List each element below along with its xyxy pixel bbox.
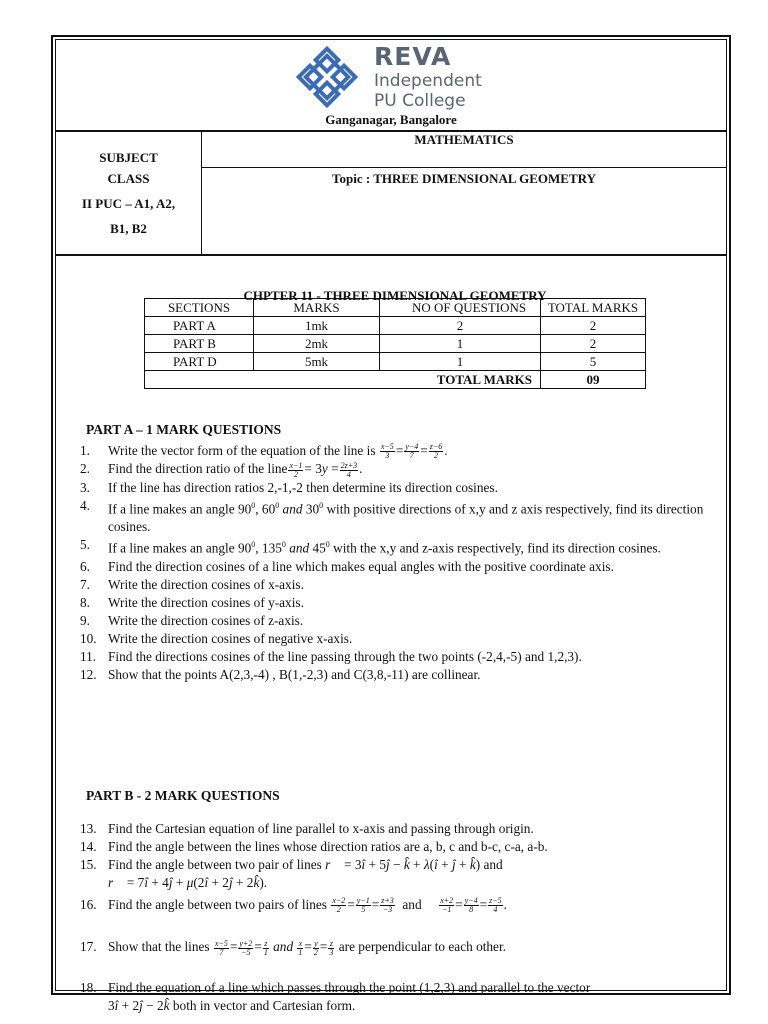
table-cell: 2mk	[254, 335, 380, 353]
table-row	[145, 353, 646, 371]
part-b-heading: PART B - 2 MARK QUESTIONS	[86, 788, 280, 803]
list-item: 8. Write the direction cosines of y-axis.	[80, 594, 304, 610]
list-item: 9. Write the direction cosines of z-axis.	[80, 612, 304, 628]
table-cell: 1	[380, 335, 541, 353]
list-item: 10. Write the direction cosines of negative x-axis.	[80, 630, 353, 646]
subject-value: MATHEMATICS	[414, 132, 514, 147]
question-text: Show that the lines	[108, 939, 210, 955]
marks-table	[144, 298, 646, 389]
table-header-cell: MARKS	[254, 299, 380, 317]
list-item: 17. Show that the lines $\frac{x-5}{7}$ = $\frac{y+2}{-5}$ = $\frac{z}{1}$ and $\frac{x}{1}$ = $\frac{y}{2}$ = $\frac{z}{3}$ are perpendicular to each other.	[80, 938, 506, 957]
list-item: 18. Find the equation of a line which passes through the point (1,2,3) and parallel to the vector 3î + 2ĵ − 2k̂ both in vector and Cartesian form.	[80, 979, 591, 1013]
part-a-heading: PART A – 1 MARK QUESTIONS	[86, 422, 282, 437]
list-item: 2. Find the direction ratio of the line $\frac{x-1}{2}$ = 3y = $\frac{2z+3}{4}$ .	[80, 460, 363, 479]
page-inner-frame	[55, 39, 727, 1013]
table-row	[145, 317, 646, 335]
list-item: 4. If a line makes an angle $90^0$, $60^0$ and $30^0$ with positive directions of x,y and z axis respectively, find its direction cosines.	[80, 497, 704, 535]
table-row	[145, 335, 646, 353]
question-text: If a line makes an angle	[108, 540, 235, 556]
grid-divider-vertical	[201, 130, 202, 254]
list-item: 6. Find the direction cosines of a line which makes equal angles with the positive coordinate axis.	[80, 558, 614, 574]
question-text: Write the vector form of the equation of the line is	[108, 443, 376, 458]
question-text: Write the direction cosines of x-axis.	[108, 576, 304, 592]
list-item: 14. Find the angle between the lines whose direction ratios are a, b, c and b-c, c-a, a-b.	[80, 839, 548, 854]
part-a-questions	[80, 442, 720, 684]
part-b-questions	[80, 820, 720, 1015]
list-item: 16. Find the angle between two pairs of lines $\frac{x-2}{2}$ = $\frac{y-1}{5}$ = $\frac{z+3}{-3}$ and $\frac{x+2}{-1}$ = $\frac{y-4}{8}$ = $\frac{z-5}{4}$ .	[80, 896, 507, 915]
question-text: If a line makes an angle	[108, 501, 235, 517]
question-text: Show that the points A(2,3,-4) , B(1,-2,3) and C(3,8,-11) are collinear.	[108, 666, 481, 682]
college-line-2: Independent	[374, 71, 482, 91]
total-marks-label: TOTAL MARKS	[145, 371, 541, 389]
table-cell: 2	[541, 317, 646, 335]
question-text: and	[483, 857, 503, 872]
question-text: If the line has direction ratios 2,-1,-2 then determine its direction cosines.	[108, 479, 498, 495]
question-text: Find the angle between the lines whose direction ratios are a, b, c and b-c, c-a, a-b.	[108, 839, 548, 854]
list-item: 1. Write the vector form of the equation of the line is $\frac{x-5}{3}$ = $\frac{y-4}{7}$ = $\frac{z-6}{2}$ .	[80, 442, 448, 461]
total-marks-value: 09	[541, 371, 646, 389]
table-header-cell: NO OF QUESTIONS	[380, 299, 541, 317]
list-item: 5. If a line makes an angle $90^0$, $135^0$ and $45^0$ with the x,y and z-axis respectively, find its direction cosines.	[80, 537, 661, 556]
college-logo	[294, 44, 494, 114]
list-item: 7. Write the direction cosines of x-axis.	[80, 576, 304, 592]
class-value-line-1: II PUC – A1, A2,	[81, 196, 176, 211]
college-name: REVA	[374, 42, 452, 71]
reva-knot-icon	[294, 44, 360, 110]
question-text: Write the direction cosines of z-axis.	[108, 612, 304, 628]
college-location: Ganganagar, Bangalore	[325, 112, 457, 127]
header	[56, 40, 726, 132]
table-cell: 1mk	[254, 317, 380, 335]
question-text: both in vector and Cartesian form.	[172, 997, 356, 1013]
page-frame	[51, 35, 731, 1013]
question-text: with the x,y and z-axis respectively, find its direction cosines.	[333, 540, 661, 556]
question-text: and	[402, 897, 422, 912]
question-text: Find the angle between two pair of lines	[108, 857, 322, 872]
question-text: Find the directions cosines of the line passing through the two points (-2,4,-5) and 1,2,3).	[108, 648, 582, 664]
question-text: Write the direction cosines of y-axis.	[108, 594, 304, 610]
topic-title: Topic : THREE DIMENSIONAL GEOMETRY	[332, 171, 596, 186]
table-header-cell: SECTIONS	[145, 299, 254, 317]
info-grid	[56, 130, 726, 256]
table-cell: PART D	[145, 353, 254, 371]
table-header-cell: TOTAL MARKS	[541, 299, 646, 317]
question-text: with positive directions of x,y and z axis respectively, find its direction cosines.	[108, 501, 704, 535]
question-text: Find the Cartesian equation of line parallel to x-axis and passing through origin.	[108, 821, 534, 836]
list-item: 12. Show that the points A(2,3,-4) , B(1,-2,3) and C(3,8,-11) are collinear.	[80, 666, 481, 682]
table-cell: PART B	[145, 335, 254, 353]
table-header-row	[145, 299, 646, 317]
table-cell: 2	[380, 317, 541, 335]
table-cell: 1	[380, 353, 541, 371]
list-item: 11. Find the directions cosines of the line passing through the two points (-2,4,-5) and 1,2,3).	[80, 648, 582, 664]
chapter-title: CHPTER 11 - THREE DIMENSIONAL GEOMETRY	[243, 288, 547, 303]
table-cell: PART A	[145, 317, 254, 335]
subject-label: SUBJECT	[99, 150, 158, 165]
class-label: CLASS	[107, 171, 150, 186]
class-value-line-2: B1, B2	[110, 221, 147, 236]
table-total-row	[145, 371, 646, 389]
question-text: are perpendicular to each other.	[338, 939, 506, 955]
table-cell: 2	[541, 335, 646, 353]
list-item: 3. If the line has direction ratios 2,-1,-2 then determine its direction cosines.	[80, 479, 498, 495]
college-line-3: PU College	[374, 91, 466, 111]
question-text: Find the direction cosines of a line which makes equal angles with the positive coordinate axis.	[108, 558, 614, 574]
question-text: Find the angle between two pairs of lines	[108, 897, 327, 912]
list-item: 15. Find the angle between two pair of lines r⃗ = 3î + 5ĵ − k̂ + λ(î + ĵ + k̂) and r⃗ = 7î + 4ĵ + μ(2î + 2ĵ + 2k̂).	[80, 857, 503, 890]
logo-text	[374, 44, 482, 110]
table-cell: 5	[541, 353, 646, 371]
list-item: 13. Find the Cartesian equation of line parallel to x-axis and passing through origin.	[80, 821, 534, 836]
grid-divider-horizontal	[202, 167, 726, 168]
question-text: Find the direction ratio of the line	[108, 461, 288, 477]
question-text: Write the direction cosines of negative x-axis.	[108, 630, 353, 646]
table-cell: 5mk	[254, 353, 380, 371]
question-text: Find the equation of a line which passes through the point (1,2,3) and parallel to the vector	[108, 979, 591, 995]
